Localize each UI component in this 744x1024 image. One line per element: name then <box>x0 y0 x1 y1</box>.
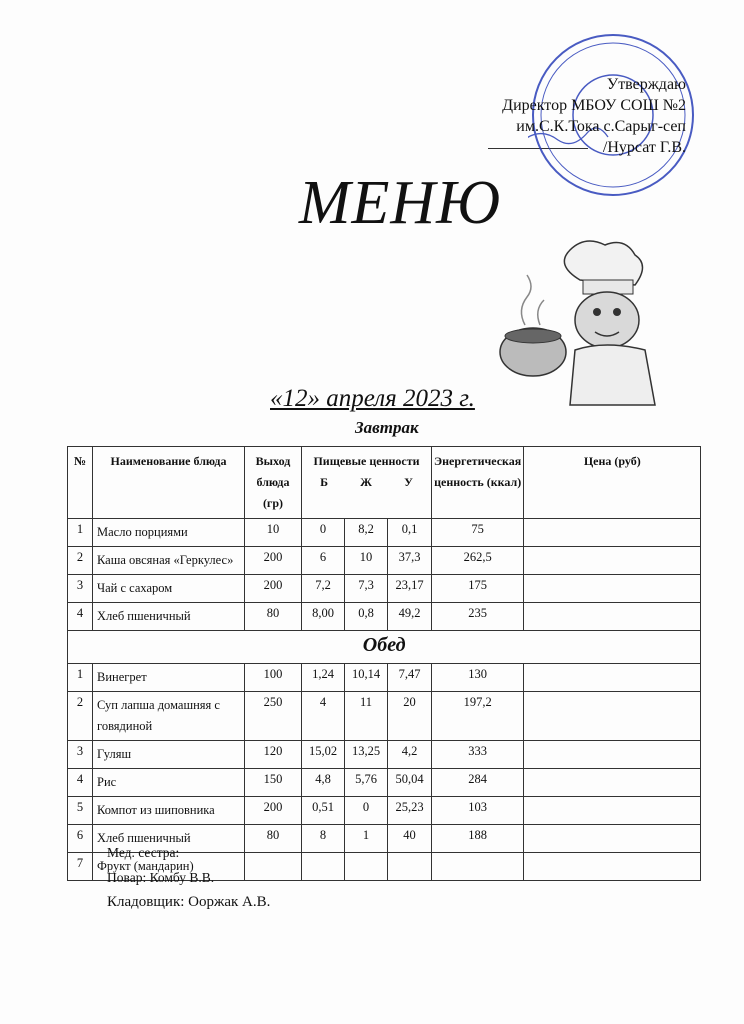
cell-name: Рис <box>93 769 245 797</box>
cell-b: 8 <box>302 825 345 853</box>
header-nutrition <box>302 447 432 519</box>
cell-name: Хлеб пшеничный <box>93 603 245 631</box>
cell-price <box>524 664 701 692</box>
menu-table <box>67 446 701 881</box>
cell-output: 120 <box>245 741 302 769</box>
header-zh: Ж <box>360 475 372 489</box>
header-b: Б <box>320 475 328 489</box>
cell-num: 3 <box>68 741 93 769</box>
cell-price <box>524 769 701 797</box>
cell-u: 50,04 <box>388 769 432 797</box>
page-title: МЕНЮ <box>298 169 502 237</box>
cell-price <box>524 547 701 575</box>
cell-name: Чай с сахаром <box>93 575 245 603</box>
cell-output: 200 <box>245 797 302 825</box>
cell-b: 4,8 <box>302 769 345 797</box>
cell-output: 150 <box>245 769 302 797</box>
cell-b: 15,02 <box>302 741 345 769</box>
cell-num: 3 <box>68 575 93 603</box>
cell-num: 1 <box>68 519 93 547</box>
cell-num: 4 <box>68 769 93 797</box>
approval-block <box>502 74 686 158</box>
cell-energy: 188 <box>432 825 524 853</box>
approval-signature-name: /Нурсат Г.В. <box>602 139 686 156</box>
cell-price <box>524 603 701 631</box>
cell-energy: 333 <box>432 741 524 769</box>
cell-u: 7,47 <box>388 664 432 692</box>
cell-u: 49,2 <box>388 603 432 631</box>
cell-energy: 235 <box>432 603 524 631</box>
cell-price <box>524 797 701 825</box>
cell-zh: 11 <box>345 692 388 741</box>
cell-name: Компот из шиповника <box>93 797 245 825</box>
cell-price <box>524 519 701 547</box>
cell-name: Суп лапша домашняя с говядиной <box>93 692 245 741</box>
cell-u: 4,2 <box>388 741 432 769</box>
cell-output: 10 <box>245 519 302 547</box>
cell-u: 37,3 <box>388 547 432 575</box>
cell-u <box>388 853 432 881</box>
cell-output: 80 <box>245 825 302 853</box>
header-nutrition-label: Пищевые ценности <box>313 454 420 468</box>
cell-zh: 1 <box>345 825 388 853</box>
cell-u: 23,17 <box>388 575 432 603</box>
breakfast-heading: Завтрак <box>355 418 419 437</box>
cell-zh <box>345 853 388 881</box>
cell-num: 2 <box>68 692 93 741</box>
cell-price <box>524 825 701 853</box>
cell-energy: 75 <box>432 519 524 547</box>
table-row <box>68 692 701 741</box>
cell-price <box>524 575 701 603</box>
cell-price <box>524 692 701 741</box>
cell-name: Хлеб пшеничный <box>93 825 245 853</box>
cell-u: 25,23 <box>388 797 432 825</box>
cell-energy <box>432 853 524 881</box>
cell-zh: 10 <box>345 547 388 575</box>
cell-num: 7 <box>68 853 93 881</box>
approval-director: Директор МБОУ СОШ №2 <box>502 97 686 114</box>
cell-energy: 103 <box>432 797 524 825</box>
cell-zh: 7,3 <box>345 575 388 603</box>
cell-b: 4 <box>302 692 345 741</box>
table-row <box>68 741 701 769</box>
cell-energy: 130 <box>432 664 524 692</box>
cell-price <box>524 853 701 881</box>
cell-b <box>302 853 345 881</box>
lunch-section-row <box>68 631 701 664</box>
header-price: Цена (руб) <box>524 447 701 519</box>
cell-name: Каша овсяная «Геркулес» <box>93 547 245 575</box>
table-row <box>68 547 701 575</box>
menu-date: «12» апреля 2023 г. <box>270 385 475 412</box>
cell-output: 250 <box>245 692 302 741</box>
cell-b: 8,00 <box>302 603 345 631</box>
cell-zh: 10,14 <box>345 664 388 692</box>
cell-output: 100 <box>245 664 302 692</box>
cell-energy: 175 <box>432 575 524 603</box>
header-name: Наименование блюда <box>93 447 245 519</box>
cell-output: 80 <box>245 603 302 631</box>
cell-name: Винегрет <box>93 664 245 692</box>
cell-name: Гуляш <box>93 741 245 769</box>
breakfast-rows <box>68 519 701 631</box>
table-header-row <box>68 447 701 519</box>
cell-u: 20 <box>388 692 432 741</box>
table-row <box>68 603 701 631</box>
cell-num: 4 <box>68 603 93 631</box>
cell-zh: 0 <box>345 797 388 825</box>
table-row <box>68 797 701 825</box>
cell-name: Масло порциями <box>93 519 245 547</box>
cell-zh: 5,76 <box>345 769 388 797</box>
cell-price <box>524 741 701 769</box>
approval-line: Утверждаю <box>606 76 686 93</box>
cell-energy: 197,2 <box>432 692 524 741</box>
nurse-label: Мед. сестра: <box>107 845 180 860</box>
cell-output: 200 <box>245 575 302 603</box>
cell-energy: 284 <box>432 769 524 797</box>
cell-b: 0,51 <box>302 797 345 825</box>
table-row <box>68 769 701 797</box>
cook-label: Повар: Комбу В.В. <box>107 870 215 885</box>
cell-b: 0 <box>302 519 345 547</box>
cell-zh: 8,2 <box>345 519 388 547</box>
cell-zh: 13,25 <box>345 741 388 769</box>
table-row <box>68 664 701 692</box>
cell-b: 7,2 <box>302 575 345 603</box>
cell-name: Фрукт (мандарин) <box>93 853 245 881</box>
cell-num: 1 <box>68 664 93 692</box>
header-u: У <box>404 475 413 489</box>
cell-energy: 262,5 <box>432 547 524 575</box>
approval-school: им.С.К.Тока с.Сарыг-сеп <box>516 118 686 135</box>
storekeeper-label: Кладовщик: Ооржак А.В. <box>107 894 271 910</box>
cell-zh: 0,8 <box>345 603 388 631</box>
cell-b: 6 <box>302 547 345 575</box>
table-row <box>68 519 701 547</box>
cell-b: 1,24 <box>302 664 345 692</box>
cell-output: 200 <box>245 547 302 575</box>
lunch-heading: Обед <box>68 631 701 664</box>
table-row <box>68 575 701 603</box>
chef-illustration <box>495 240 675 410</box>
cell-output <box>245 853 302 881</box>
header-num: № <box>68 447 93 519</box>
header-output: Выход блюда (гр) <box>245 447 302 519</box>
cell-num: 6 <box>68 825 93 853</box>
cell-u: 40 <box>388 825 432 853</box>
header-energy: Энергетическая ценность (ккал) <box>432 447 524 519</box>
cell-num: 5 <box>68 797 93 825</box>
cell-num: 2 <box>68 547 93 575</box>
cell-u: 0,1 <box>388 519 432 547</box>
